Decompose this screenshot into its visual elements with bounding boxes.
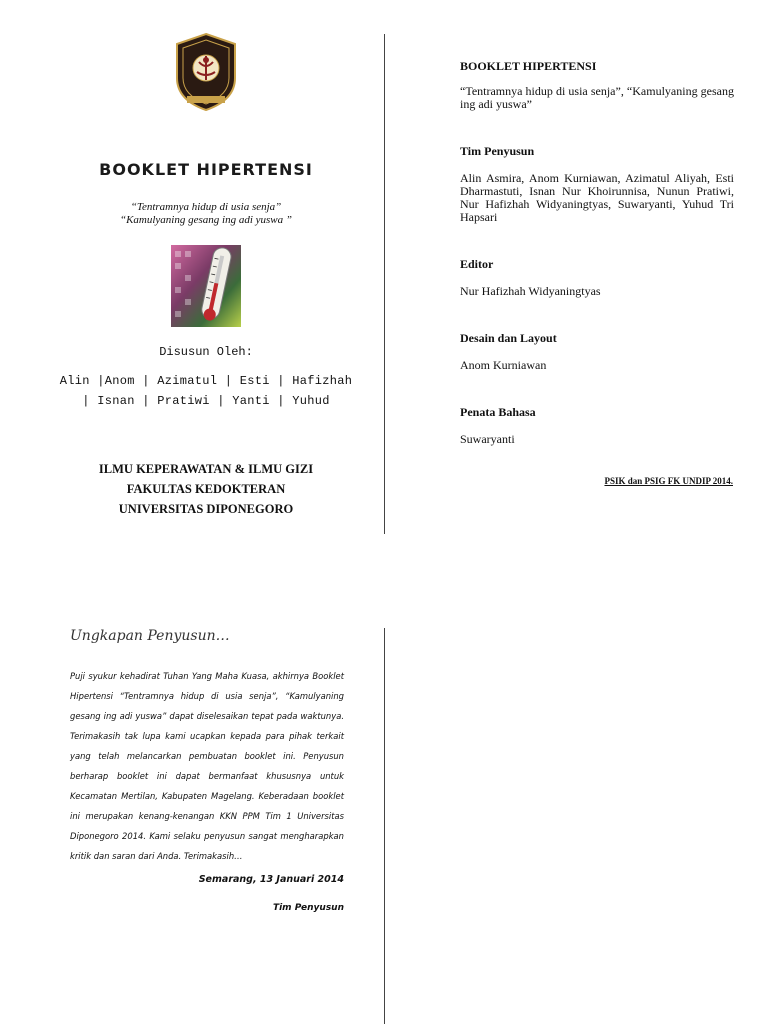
thermometer-image [171,245,241,327]
authors-line-1: Alin |Anom | Azimatul | Esti | Hafizhah [59,374,353,388]
center-divider-bottom [384,628,385,1024]
university-logo [173,32,239,112]
credits-footer: PSIK dan PSIG FK UNDIP 2014. [604,476,733,486]
preface-page [70,628,344,913]
institution-line-1: ILMU KEPERAWATAN & ILMU GIZI [98,462,314,476]
cover-quote-line-1: “Tentramnya hidup di usia senja” [130,201,282,213]
editor-name: Nur Hafizhah Widyaningtyas [460,284,601,298]
cover-authors [40,371,372,411]
cover-title: BOOKLET HIPERTENSI [99,160,313,179]
team-heading: Tim Penyusun [460,144,535,158]
institution-block [40,459,372,519]
credits-booklet-quote: “Tentramnya hidup di usia senja”, “Kamulyaning gesang ing adi yuswa” [460,84,734,111]
compiled-by-label: Disusun Oleh: [159,345,253,359]
credits-booklet-title: BOOKLET HIPERTENSI [460,59,597,73]
preface-body: Puji syukur kehadirat Tuhan Yang Maha Kuasa, akhirnya Booklet Hipertensi “Tentramnya hidup di usia senja”, “Kamulyaning gesang ing adi yuswa” dapat diselesaikan tepat pada waktunya. Terimakasih tak lupa kami ucapkan kepada para pihak terkait yang telah melancarkan pembuatan booklet ini. Penyusun berharap booklet ini dapat bermanfaat khususnya untuk Kecamatan Mertilan, Kabupaten Magelang. Keberadaan booklet ini merupakan kenang-kenangan KKN PPM Tim 1 Universitas Diponegoro 2014. Kami selaku penyusun sangat mengharapkan kritik dan saran dari Anda. Terimakasih… [70,671,344,861]
editor-heading: Editor [460,257,494,271]
cover-quote-line-2: “Kamulyaning gesang ing adi yuswa ” [119,214,293,226]
preface-signature: Tim Penyusun [272,903,344,913]
authors-line-2: | Isnan | Pratiwi | Yanti | Yuhud [82,394,330,408]
center-divider-top [384,34,385,534]
cover-quote [40,201,372,227]
institution-line-2: FAKULTAS KEDOKTERAN [126,482,286,496]
team-members: Alin Asmira, Anom Kurniawan, Azimatul Aliyah, Esti Dharmastuti, Isnan Nur Khoirunnisa, Nunun Pratiwi, Nur Hafizhah Widyaningtyas, Suwaryanti, Yuhud Tri Hapsari [460,171,734,224]
preface-date: Semarang, 13 Januari 2014 [198,874,344,885]
credits-page [460,60,734,446]
preface-title: Ungkapan Penyusun… [70,628,230,644]
design-name: Anom Kurniawan [460,358,547,372]
language-name: Suwaryanti [460,432,515,446]
design-heading: Desain dan Layout [460,331,557,345]
institution-line-3: UNIVERSITAS DIPONEGORO [118,502,294,516]
cover-page [40,30,372,519]
language-heading: Penata Bahasa [460,405,536,419]
